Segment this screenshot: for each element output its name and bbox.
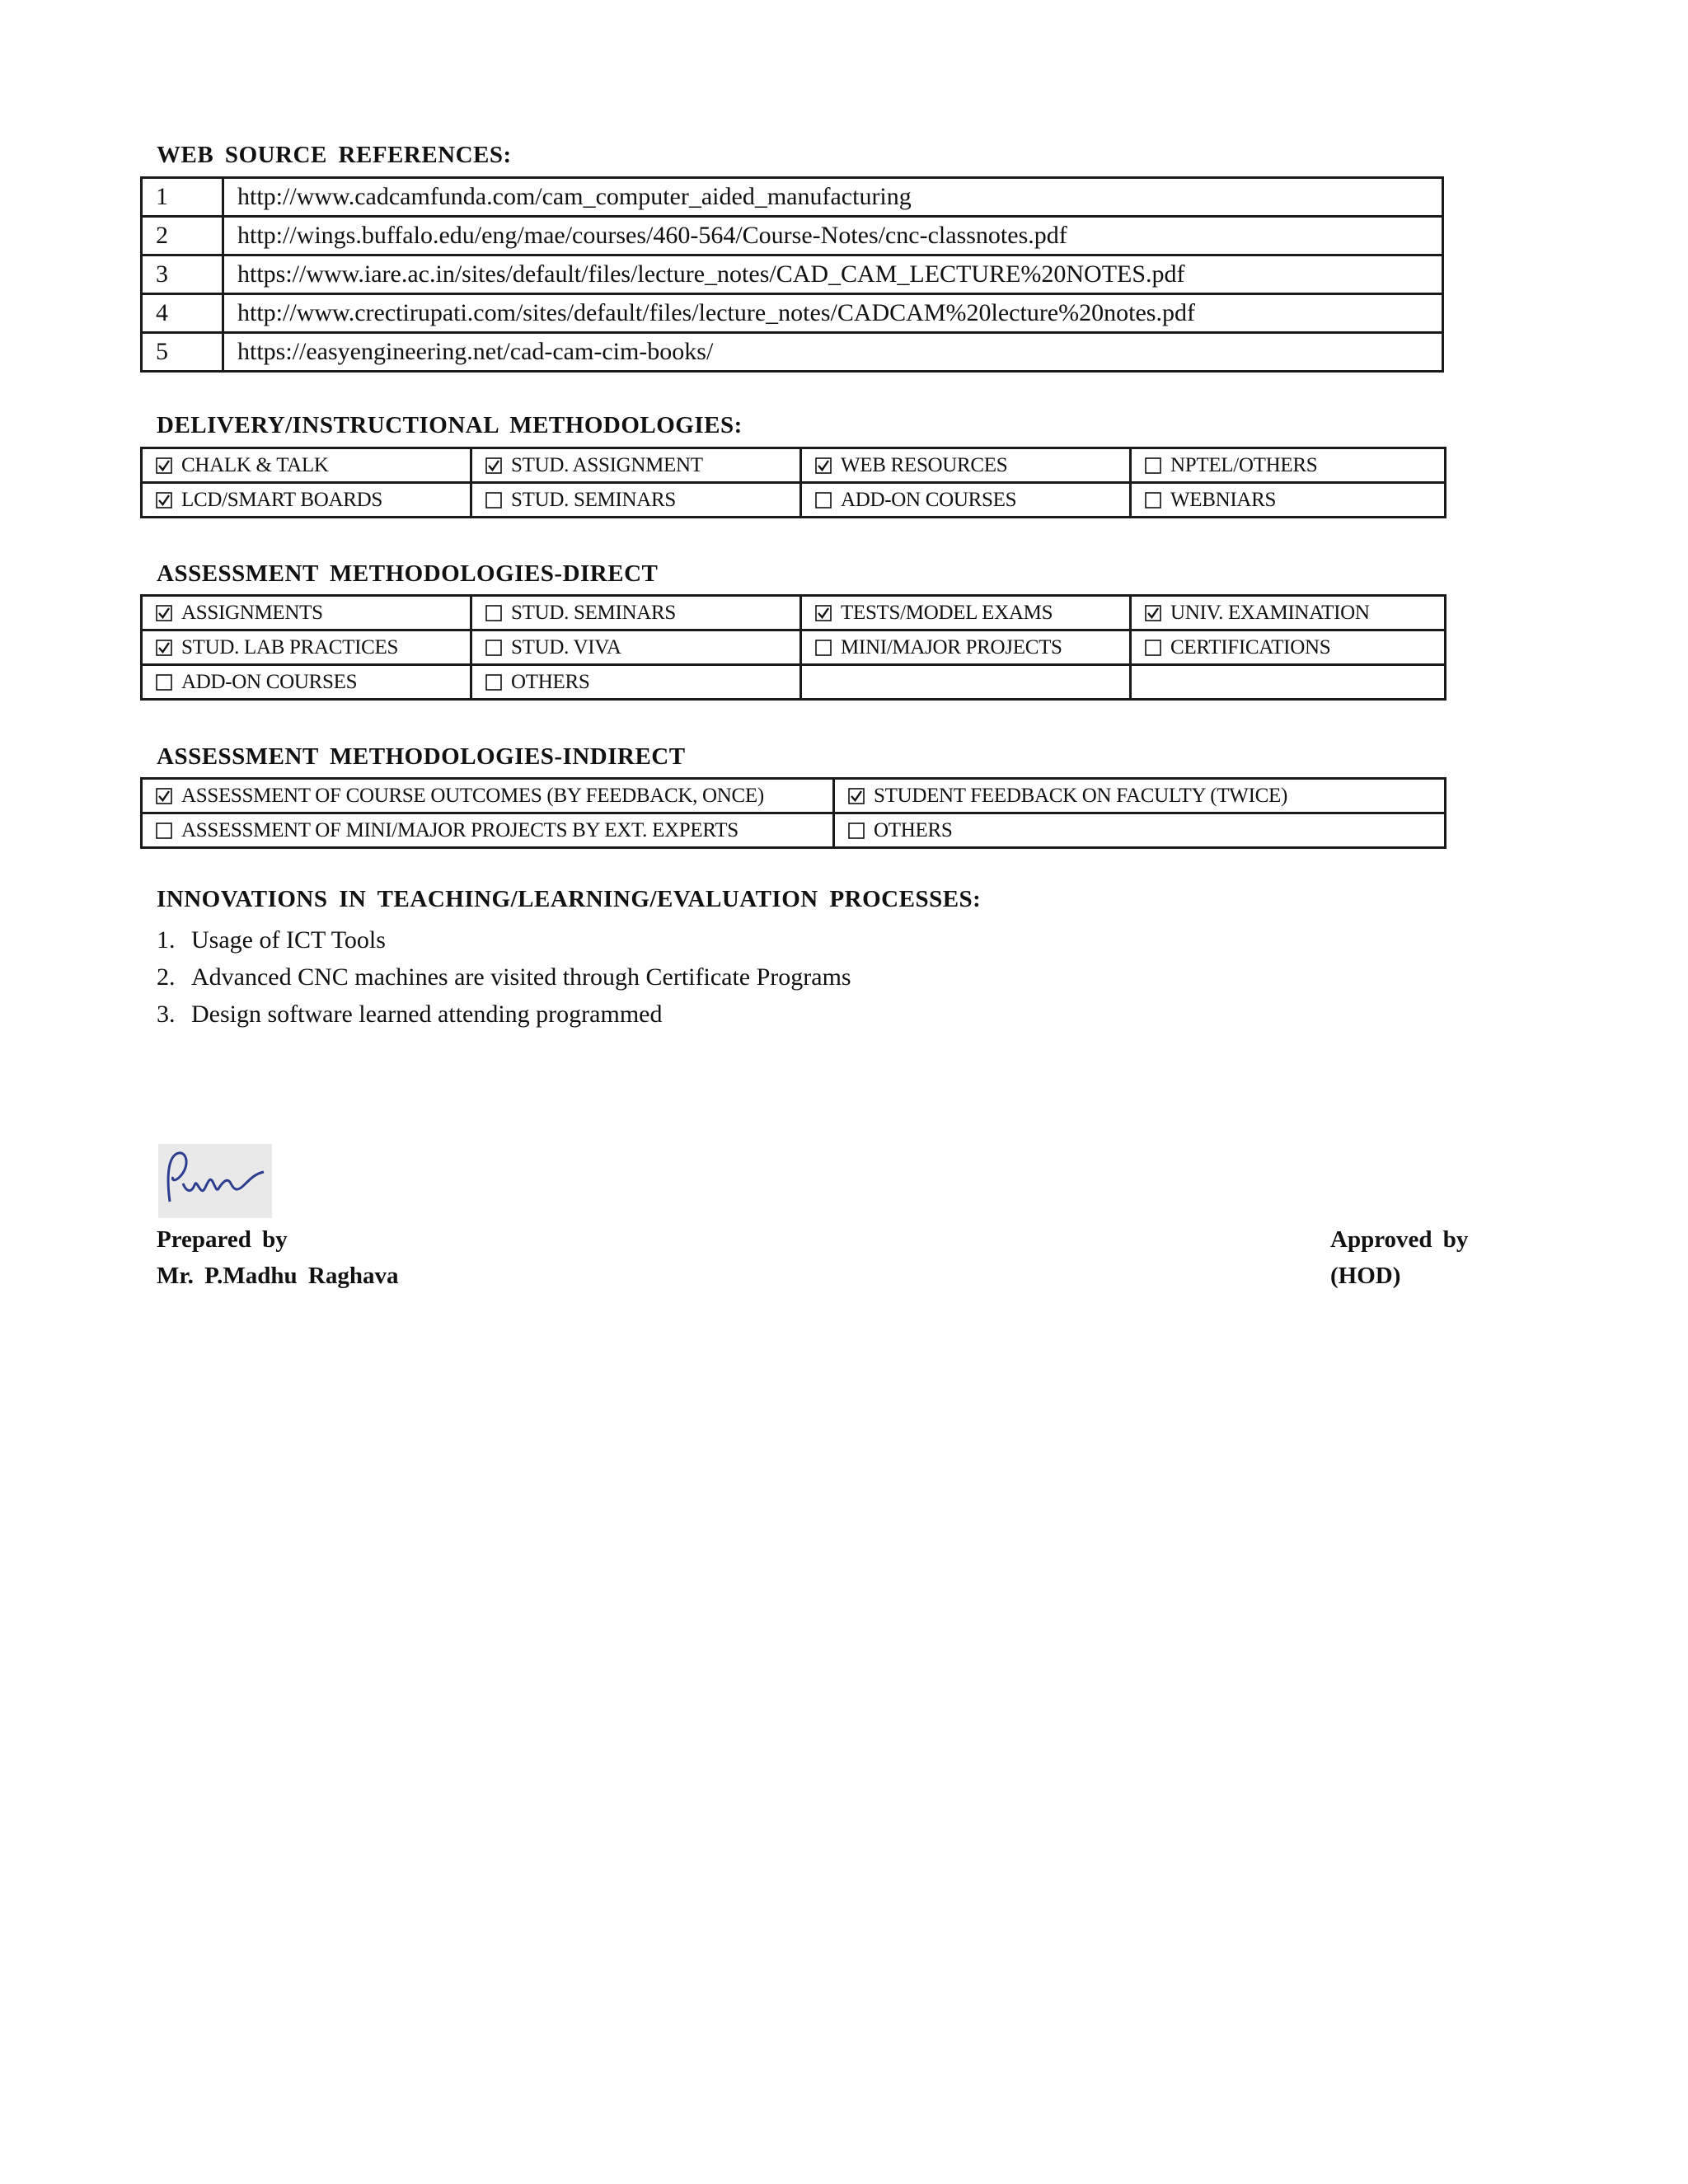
unchecked-box-icon <box>485 671 506 694</box>
checked-box-icon <box>848 785 869 808</box>
web-ref-url: https://www.iare.ac.in/sites/default/files/lecture_notes/CAD_CAM_LECTURE%20NOTES.pdf <box>223 255 1443 294</box>
web-ref-row <box>142 333 1443 372</box>
checked-box-icon <box>156 602 176 625</box>
delivery-cell <box>471 483 801 518</box>
assess-indirect-cell <box>142 813 834 848</box>
web-ref-number: 2 <box>142 217 223 255</box>
delivery-cell <box>1131 448 1446 483</box>
delivery-heading: DELIVERY/INSTRUCTIONAL METHODOLOGIES: <box>157 412 743 438</box>
innovations-list <box>157 921 851 1033</box>
innovation-item <box>157 921 851 958</box>
assess-direct-label: STUD. SEMINARS <box>511 601 676 624</box>
assess-indirect-row <box>142 779 1446 813</box>
assess-direct-row <box>142 630 1446 665</box>
assess-direct-label: STUD. VIVA <box>511 635 621 658</box>
delivery-cell <box>1131 483 1446 518</box>
web-ref-number: 4 <box>142 294 223 333</box>
innovations-heading: INNOVATIONS IN TEACHING/LEARNING/EVALUATION PROCESSES: <box>157 886 982 912</box>
checked-box-icon <box>156 636 176 659</box>
assess-direct-label: ASSIGNMENTS <box>181 601 323 624</box>
checked-box-icon <box>156 454 176 477</box>
innovation-number: 2. <box>157 963 176 991</box>
assess-direct-cell <box>142 630 471 665</box>
innovation-text: Advanced CNC machines are visited through Certificate Programs <box>191 963 851 991</box>
assess-direct-cell <box>1131 665 1446 700</box>
delivery-cell <box>471 448 801 483</box>
delivery-cell <box>142 448 471 483</box>
delivery-label: STUD. ASSIGNMENT <box>511 453 703 476</box>
innovation-number: 3. <box>157 1001 176 1028</box>
innovation-text: Usage of ICT Tools <box>191 926 386 954</box>
assess-direct-cell <box>801 630 1131 665</box>
prepared-by-name: Mr. P.Madhu Raghava <box>157 1263 399 1289</box>
assess-direct-label: STUD. LAB PRACTICES <box>181 635 399 658</box>
assess-direct-row <box>142 596 1446 630</box>
web-ref-number: 3 <box>142 255 223 294</box>
unchecked-box-icon <box>156 819 176 842</box>
web-ref-number: 5 <box>142 333 223 372</box>
web-ref-url: http://www.crectirupati.com/sites/default/files/lecture_notes/CADCAM%20lecture%20notes.pdf <box>223 294 1443 333</box>
unchecked-box-icon <box>815 489 836 512</box>
delivery-label: CHALK & TALK <box>181 453 329 476</box>
web-ref-url: https://easyengineering.net/cad-cam-cim-books/ <box>223 333 1443 372</box>
web-ref-row <box>142 178 1443 217</box>
unchecked-box-icon <box>156 671 176 694</box>
approved-by-label: Approved by <box>1330 1226 1469 1253</box>
web-ref-url: http://www.cadcamfunda.com/cam_computer_aided_manufacturing <box>223 178 1443 217</box>
unchecked-box-icon <box>848 819 869 842</box>
assess-indirect-cell <box>834 779 1446 813</box>
web-ref-row <box>142 294 1443 333</box>
delivery-label: STUD. SEMINARS <box>511 488 676 511</box>
checked-box-icon <box>815 454 836 477</box>
delivery-label: WEB RESOURCES <box>841 453 1008 476</box>
assess-indirect-label: ASSESSMENT OF COURSE OUTCOMES (BY FEEDBACK, ONCE) <box>181 784 764 807</box>
assess-indirect-heading: ASSESSMENT METHODOLOGIES-INDIRECT <box>157 743 686 770</box>
web-refs-heading: WEB SOURCE REFERENCES: <box>157 142 512 168</box>
assess-direct-cell <box>142 665 471 700</box>
web-refs-table <box>140 176 1444 373</box>
unchecked-box-icon <box>815 636 836 659</box>
delivery-cell <box>142 483 471 518</box>
assess-direct-label: CERTIFICATIONS <box>1170 635 1331 658</box>
assess-direct-body <box>142 596 1446 700</box>
signature-image <box>158 1144 272 1218</box>
assess-direct-cell <box>471 630 801 665</box>
assess-indirect-body <box>142 779 1446 848</box>
assess-direct-cell <box>1131 630 1446 665</box>
delivery-label: ADD-ON COURSES <box>841 488 1017 511</box>
assess-indirect-cell <box>142 779 834 813</box>
web-ref-number: 1 <box>142 178 223 217</box>
delivery-cell <box>801 448 1131 483</box>
assess-direct-heading: ASSESSMENT METHODOLOGIES-DIRECT <box>157 560 659 587</box>
assess-direct-row <box>142 665 1446 700</box>
assess-direct-cell <box>801 665 1131 700</box>
assess-indirect-table <box>140 777 1447 849</box>
assess-direct-cell <box>142 596 471 630</box>
delivery-cell <box>801 483 1131 518</box>
assess-direct-table <box>140 594 1447 701</box>
unchecked-box-icon <box>1145 454 1165 477</box>
assess-indirect-label: STUDENT FEEDBACK ON FACULTY (TWICE) <box>874 784 1287 807</box>
assess-indirect-label: ASSESSMENT OF MINI/MAJOR PROJECTS BY EXT. EXPERTS <box>181 818 738 841</box>
innovation-text: Design software learned attending programmed <box>191 1001 663 1028</box>
unchecked-box-icon <box>1145 489 1165 512</box>
web-refs-body <box>142 178 1443 372</box>
assess-direct-label: UNIV. EXAMINATION <box>1170 601 1370 624</box>
web-ref-url: http://wings.buffalo.edu/eng/mae/courses/460-564/Course-Notes/cnc-classnotes.pdf <box>223 217 1443 255</box>
prepared-by-label: Prepared by <box>157 1226 288 1253</box>
innovation-item <box>157 996 851 1033</box>
checked-box-icon <box>156 785 176 808</box>
assess-direct-cell <box>801 596 1131 630</box>
delivery-body <box>142 448 1446 518</box>
signature-scribble <box>158 1144 272 1218</box>
web-ref-row <box>142 255 1443 294</box>
checked-box-icon <box>1145 602 1165 625</box>
assess-indirect-cell <box>834 813 1446 848</box>
assess-direct-label: TESTS/MODEL EXAMS <box>841 601 1053 624</box>
unchecked-box-icon <box>485 602 506 625</box>
assess-direct-label: ADD-ON COURSES <box>181 670 358 693</box>
delivery-label: WEBNIARS <box>1170 488 1277 511</box>
delivery-table <box>140 447 1447 518</box>
delivery-row <box>142 483 1446 518</box>
delivery-row <box>142 448 1446 483</box>
assess-direct-cell <box>471 665 801 700</box>
innovation-number: 1. <box>157 926 176 954</box>
unchecked-box-icon <box>485 636 506 659</box>
assess-indirect-label: OTHERS <box>874 818 953 841</box>
checked-box-icon <box>485 454 506 477</box>
web-ref-row <box>142 217 1443 255</box>
assess-direct-cell <box>471 596 801 630</box>
innovation-item <box>157 958 851 996</box>
unchecked-box-icon <box>1145 636 1165 659</box>
unchecked-box-icon <box>485 489 506 512</box>
assess-direct-label: OTHERS <box>511 670 590 693</box>
delivery-label: LCD/SMART BOARDS <box>181 488 382 511</box>
assess-direct-label: MINI/MAJOR PROJECTS <box>841 635 1062 658</box>
assess-indirect-row <box>142 813 1446 848</box>
checked-box-icon <box>815 602 836 625</box>
checked-box-icon <box>156 489 176 512</box>
approved-by-name: (HOD) <box>1330 1263 1401 1289</box>
delivery-label: NPTEL/OTHERS <box>1170 453 1318 476</box>
assess-direct-cell <box>1131 596 1446 630</box>
